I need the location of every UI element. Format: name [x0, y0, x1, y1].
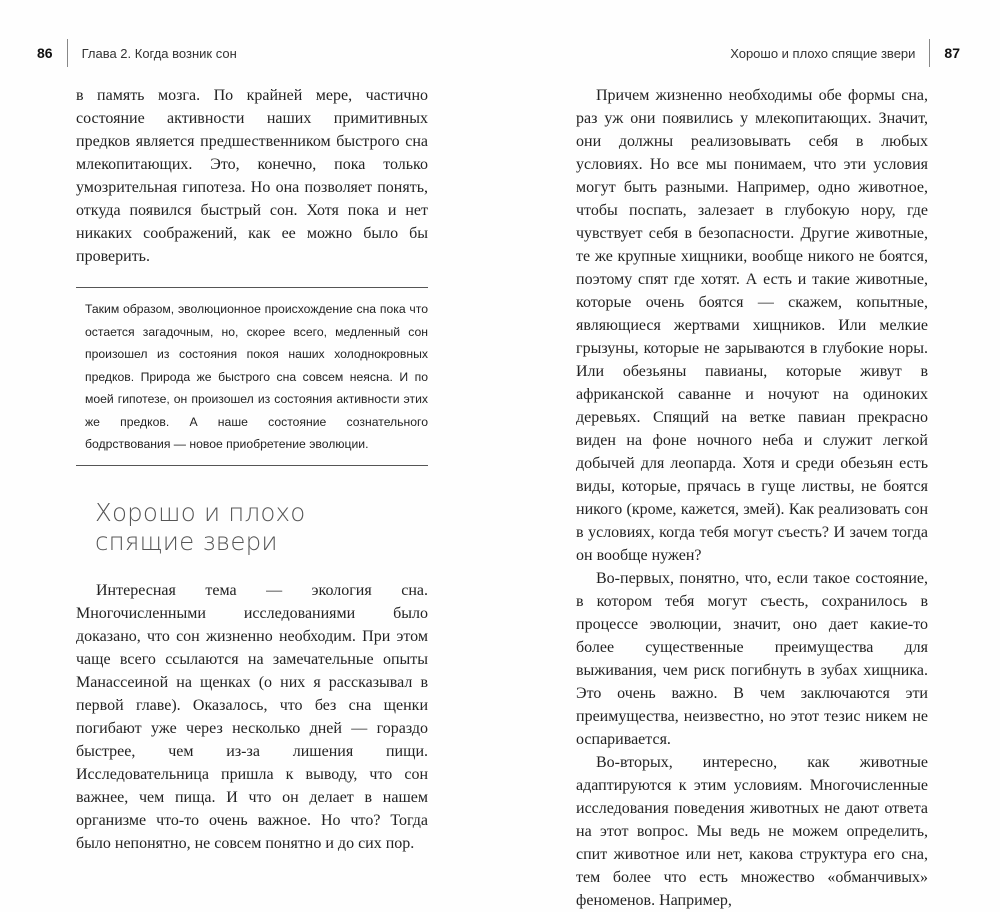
chapter-title: Глава 2. Когда возник сон	[81, 45, 237, 61]
section-heading-line-1: Хорошо и плохо	[95, 497, 306, 527]
paragraph: в память мозга. По крайней мере, частично состояние активности наших примитивных предков является предшественником быстрого сна млекопитающих. Это, конечно, пока только умозрительная гипотеза. Но она позволяет понять, откуда появился быстрый сон. Хотя пока и нет никаких соображений, как ее можно было бы проверить.	[76, 87, 428, 265]
running-head-left	[37, 38, 237, 68]
page-number-right: 87	[944, 45, 960, 61]
section-heading-line-2: спящие звери	[95, 526, 278, 556]
paragraph: Интересная тема — экология сна. Многочисленными исследованиями было доказано, что сон жизненно необходим. При этом чаще всего ссылаются на замечательные опыты Манассеиной на щенках (о них я рассказывал в первой главе). Оказалось, что без сна щенки погибают уже через несколько дней — гораздо быстрее, чем из-за лишения пищи. Исследовательница пришла к выводу, что сон важнее, чем пища. И что он делает в нашем организме что-то очень важное. Но что? Тогда было непонятно, не совсем понятно и до сих пор.	[76, 581, 428, 852]
right-page-body	[576, 84, 928, 912]
summary-callout	[76, 287, 428, 466]
left-page-body	[76, 84, 428, 855]
section-running-title: Хорошо и плохо спящие звери	[730, 45, 916, 61]
page-number-left: 86	[37, 45, 53, 61]
paragraph: Во-вторых, интересно, как животные адаптируются к этим условиям. Многочисленные исследования поведения животных не дают ответа на этот вопрос. Мы ведь не можем определить, спит животное или нет, какова структура его сна, тем более что есть множество «обманчивых» феноменов. Например,	[576, 754, 928, 909]
section-heading	[95, 498, 428, 556]
header-divider	[67, 39, 68, 67]
paragraph: Причем жизненно необходимы обе формы сна, раз уж они появились у млекопитающих. Значит, они должны реализовывать себя в любых условиях. Но все мы понимаем, что эти условия могут быть разными. Например, одно животное, чтобы поспать, залезает в глубокую нору, где чувствует себя в безопасности. Другие животные, те же крупные хищники, вообще никого не боятся, поэтому спят где хотят. А есть и такие животные, которые очень боятся — скажем, копытные, являющиеся жертвами хищников. Или мелкие грызуны, которые не зарываются в глубокие норы. Или обезьяны павианы, которые живут в африканской саванне и ночуют на одиноких деревьях. Спящий на ветке павиан прекрасно виден на фоне ночного неба и служит легкой добычей для леопарда. Хотя и среди обезьян есть виды, которые, прячась в гуще листвы, не боятся никого (кроме, кажется, змей). Как реализовать сон в условиях, когда тебя могут съесть? И зачем тогда он вообще нужен?	[576, 87, 928, 564]
paragraph: Во-первых, понятно, что, если такое состояние, в котором тебя могут съесть, сохранилось в процессе эволюции, значит, оно дает какие-то более существенные преимущества для выживания, чем риск погибнуть в зубах хищника. Это очень важно. В чем заключаются эти преимущества, неизвестно, но этот тезис никем не оспаривается.	[576, 570, 928, 748]
header-divider	[929, 39, 930, 67]
callout-text: Таким образом, эволюционное происхождение сна пока что остается загадочным, но, скорее всего, медленный сон произошел из состояния покоя наших холоднокровных предков. Природа же быстрого сна совсем неясна. И по моей гипотезе, он произошел из состояния активности этих же предков. А наше состояние сознательного бодрствования — новое приобретение эволюции.	[85, 302, 428, 451]
running-head-right	[730, 38, 960, 68]
